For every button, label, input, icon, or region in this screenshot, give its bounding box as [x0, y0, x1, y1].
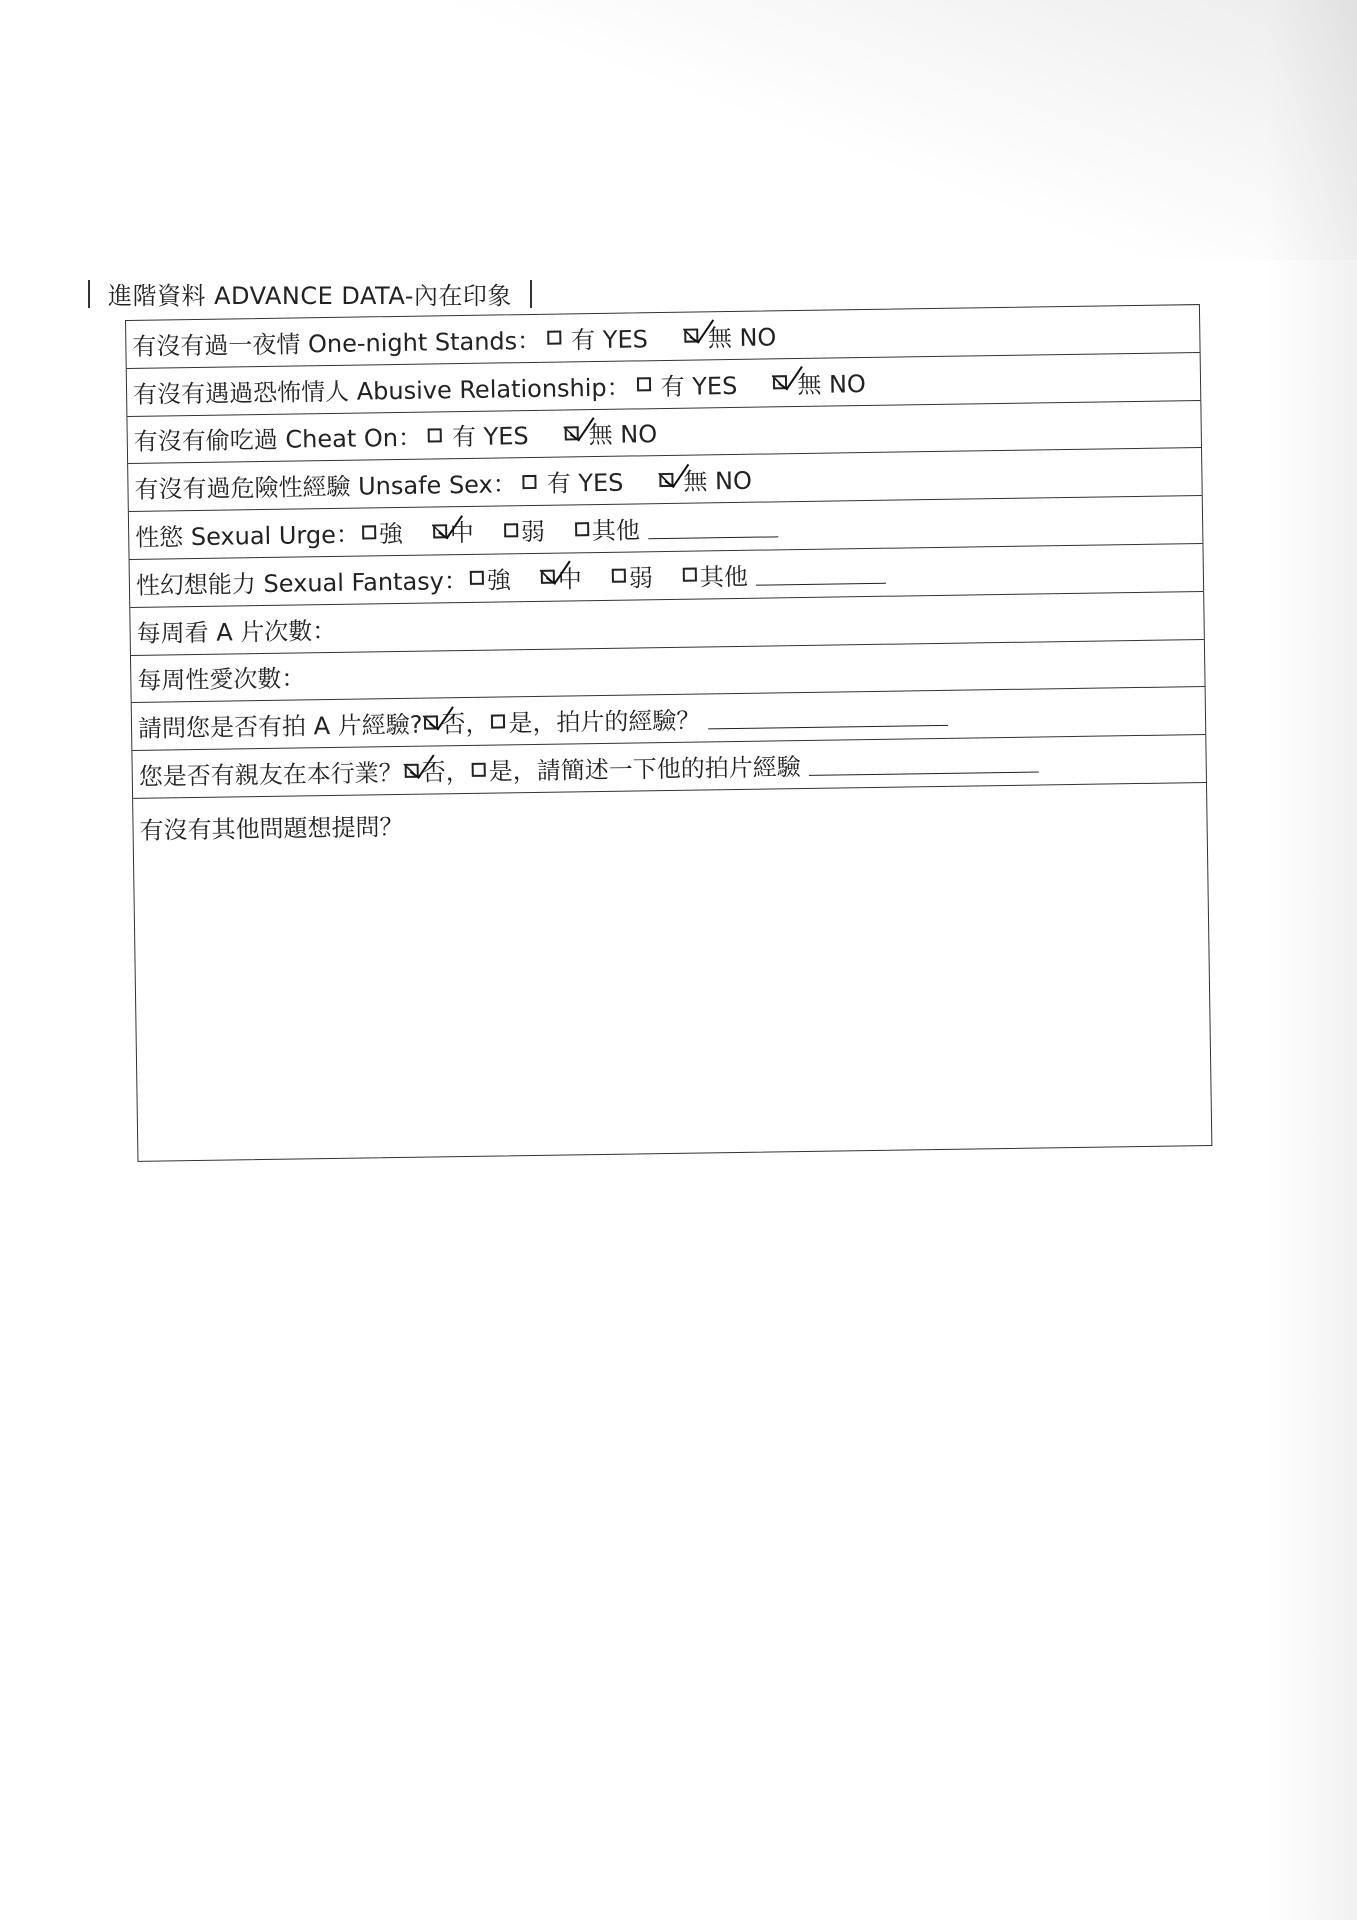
description-blank[interactable]	[808, 750, 1038, 776]
weak-checkbox[interactable]	[504, 523, 518, 537]
yes-label: 是，拍片的經驗？	[508, 706, 701, 738]
question-label: 有沒有偷吃過 Cheat On：	[133, 424, 423, 457]
weak-checkbox[interactable]	[612, 569, 626, 583]
experience-blank[interactable]	[708, 703, 948, 730]
no-checkbox[interactable]	[684, 329, 698, 343]
yes-checkbox[interactable]	[472, 762, 486, 776]
no-checkbox[interactable]	[565, 426, 579, 440]
no-label: 無 NO	[588, 420, 658, 450]
other-checkbox[interactable]	[575, 522, 589, 536]
option-label: 其他	[591, 516, 641, 546]
yes-checkbox[interactable]	[428, 428, 442, 442]
question-label: 請問您是否有拍 A 片經驗?	[137, 710, 423, 744]
yes-label: 有 YES	[660, 371, 738, 401]
no-checkbox[interactable]	[424, 715, 438, 729]
strong-checkbox[interactable]	[470, 571, 484, 585]
question-label: 每周看 A 片次數：	[136, 616, 337, 648]
question-label: 有沒有其他問題想提問？	[139, 812, 404, 845]
strong-checkbox[interactable]	[362, 525, 376, 539]
yes-label: 有 YES	[546, 468, 624, 499]
no-checkbox[interactable]	[405, 763, 419, 777]
question-label: 有沒有過危險性經驗 Unsafe Sex：	[134, 470, 517, 505]
yes-checkbox[interactable]	[523, 475, 537, 489]
question-label: 有沒有遇過恐怖情人 Abusive Relationship：	[132, 373, 631, 409]
question-label: 性幻想能力 Sexual Fantasy：	[135, 566, 469, 600]
yes-checkbox[interactable]	[491, 714, 505, 728]
option-label: 強	[378, 519, 404, 549]
no-checkbox[interactable]	[659, 473, 673, 487]
no-label: 否，	[421, 757, 470, 787]
yes-label: 有 YES	[451, 422, 529, 452]
question-label: 有沒有過一夜情 One-night Stands：	[132, 326, 542, 361]
yes-label: 有 YES	[570, 325, 649, 355]
medium-checkbox[interactable]	[541, 570, 555, 584]
paper-shadow	[0, 0, 1357, 260]
question-label: 性慾 Sexual Urge：	[135, 520, 361, 552]
option-label: 弱	[520, 517, 546, 547]
other-checkbox[interactable]	[683, 568, 697, 582]
yes-checkbox[interactable]	[547, 331, 561, 345]
yes-label: 是，請簡述一下他的拍片經驗	[488, 753, 801, 786]
paper-edge-shadow	[1267, 0, 1357, 1920]
no-label: 無 NO	[683, 467, 753, 497]
other-blank[interactable]	[648, 514, 778, 539]
no-label: 否，	[441, 709, 490, 739]
no-label: 無 NO	[707, 323, 777, 353]
option-label: 強	[486, 566, 512, 595]
no-label: 無 NO	[797, 369, 866, 399]
option-label: 弱	[628, 564, 654, 593]
question-label: 每周性愛次數：	[137, 664, 306, 696]
no-checkbox[interactable]	[773, 375, 787, 389]
section-title-text: 進階資料 ADVANCE DATA-內在印象	[108, 282, 512, 310]
yes-checkbox[interactable]	[637, 377, 651, 391]
option-label: 中	[449, 518, 475, 548]
title-bar-left	[88, 280, 90, 308]
medium-checkbox[interactable]	[433, 524, 447, 538]
section-title	[88, 276, 550, 311]
option-label: 其他	[699, 562, 749, 592]
question-label: 您是否有親友在本行業？	[138, 758, 403, 791]
title-bar-right	[530, 280, 532, 308]
option-label: 中	[557, 565, 583, 594]
other-blank[interactable]	[756, 561, 886, 586]
advance-data-form	[125, 304, 1212, 1162]
